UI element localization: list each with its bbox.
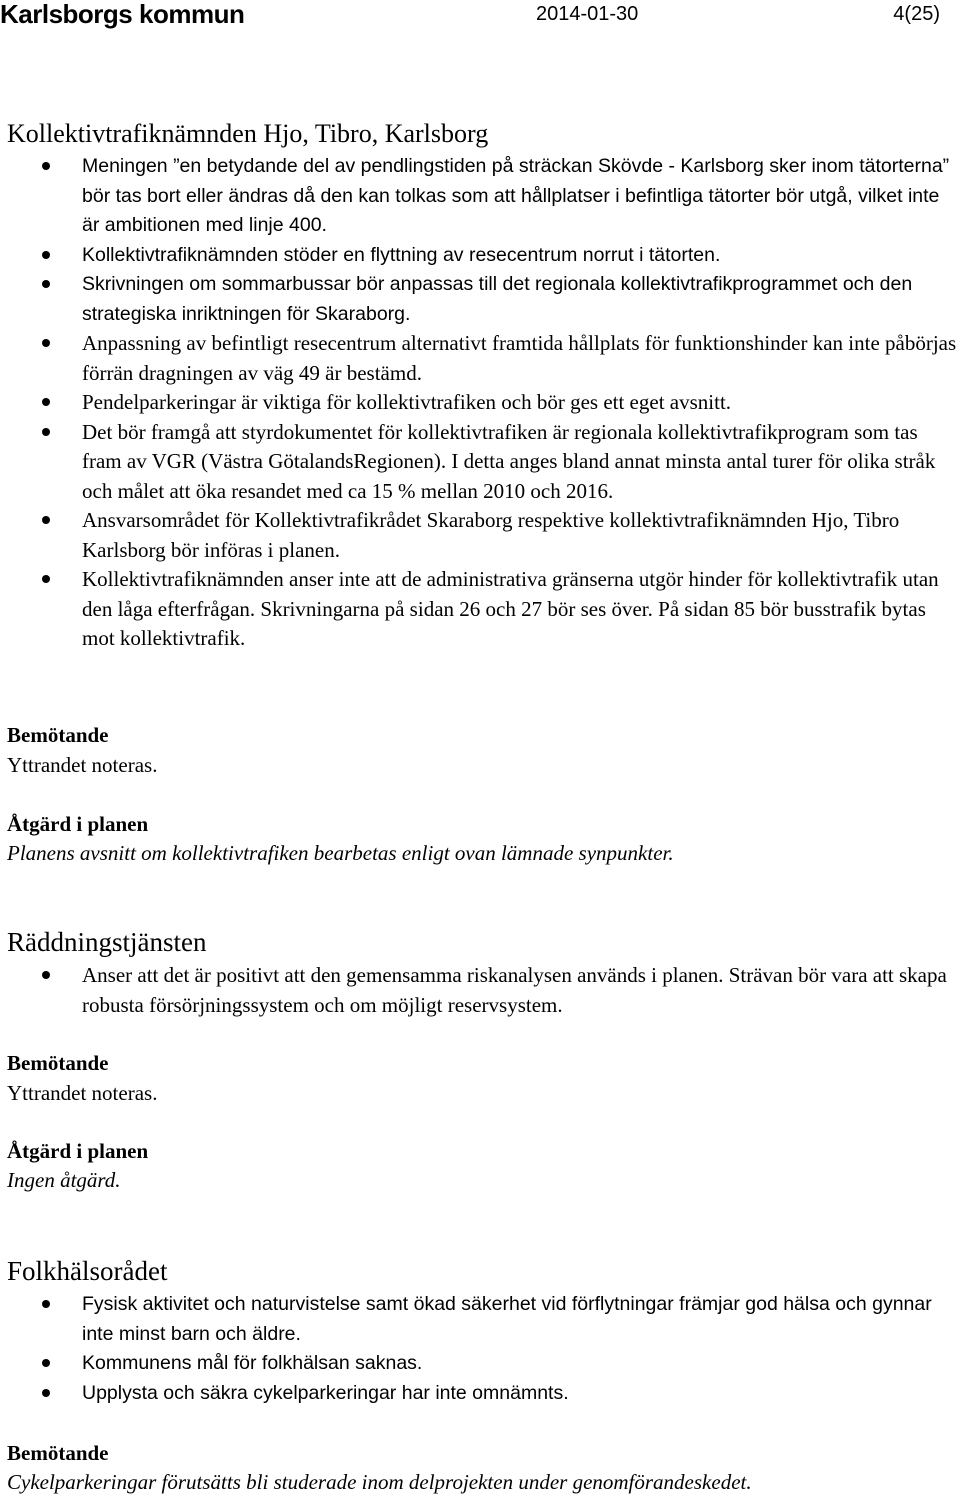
response-text: Cykelparkeringar förutsätts bli studerade inom delprojekten under genomförandeskedet. xyxy=(7,1470,752,1494)
list-item: Fysisk aktivitet och naturvistelse samt ökad säkerhet vid förflytningar främjar god hälsa och gynnar inte minst barn och äldre. xyxy=(0,1290,960,1349)
section-bullet-list xyxy=(0,1290,960,1408)
response-label: Bemötande xyxy=(7,723,109,747)
section-title: Kollektivtrafiknämnden Hjo, Tibro, Karlsborg xyxy=(7,119,489,148)
list-item: Pendelparkeringar är viktiga för kollektivtrafiken och bör ges ett eget avsnitt. xyxy=(0,388,960,418)
list-item: Skrivningen om sommarbussar bör anpassas till det regionala kollektivtrafikprogrammet och den strategiska inriktningen för Skaraborg. xyxy=(0,270,960,329)
list-item: Meningen ”en betydande del av pendlingstiden på sträckan Skövde - Karlsborg sker inom tätorterna” bör tas bort eller ändras då den kan tolkas som att hållplatser i befintliga tätorter bör utgå, vilket inte är ambitionen med linje 400. xyxy=(0,152,960,241)
list-item: Det bör framgå att styrdokumentet för kollektivtrafiken är regionala kollektivtrafikprogram som tas fram av VGR (Västra GötalandsRegionen). I detta anges bland annat minsta antal turer för olika stråk och målet att öka resandet med ca 15 % mellan 2010 och 2016. xyxy=(0,418,960,507)
section-title: Folkhälsorådet xyxy=(7,1256,168,1286)
response-label: Bemötande xyxy=(7,1441,109,1465)
list-item: Kollektivtrafiknämnden anser inte att de administrativa gränserna utgör hinder för kollektivtrafik utan den låga efterfrågan. Skrivningarna på sidan 26 och 27 bör ses över. På sidan 85 bör busstrafik bytas mot kollektivtrafik. xyxy=(0,565,960,654)
header-date: 2014-01-30 xyxy=(536,3,639,25)
action-text: Ingen åtgärd. xyxy=(7,1168,121,1192)
action-text: Planens avsnitt om kollektivtrafiken bearbetas enligt ovan lämnade synpunkter. xyxy=(7,841,674,865)
response-label: Bemötande xyxy=(7,1051,109,1075)
municipality-logo: Karlsborgs kommun xyxy=(0,0,245,29)
response-text: Yttrandet noteras. xyxy=(7,753,158,777)
action-label: Åtgärd i planen xyxy=(7,812,149,836)
section-bullet-list xyxy=(0,152,960,654)
section-bullet-list xyxy=(0,961,960,1020)
response-text: Yttrandet noteras. xyxy=(7,1081,158,1105)
section-title: Räddningstjänsten xyxy=(7,927,207,957)
list-item: Upplysta och säkra cykelparkeringar har inte omnämnts. xyxy=(0,1379,960,1409)
list-item: Ansvarsområdet för Kollektivtrafikrådet Skaraborg respektive kollektivtrafiknämnden Hjo, Tibro Karlsborg bör införas i planen. xyxy=(0,506,960,565)
list-item: Kollektivtrafiknämnden stöder en flyttning av resecentrum norrut i tätorten. xyxy=(0,241,960,271)
action-label: Åtgärd i planen xyxy=(7,1139,149,1163)
list-item: Anser att det är positivt att den gemensamma riskanalysen används i planen. Strävan bör vara att skapa robusta försörjningssystem och om möjligt reservsystem. xyxy=(0,961,960,1020)
page-header xyxy=(0,0,960,30)
list-item: Kommunens mål för folkhälsan saknas. xyxy=(0,1349,960,1379)
list-item: Anpassning av befintligt resecentrum alternativt framtida hållplats för funktionshinder kan inte påbörjas förrän dragningen av väg 49 är bestämd. xyxy=(0,329,960,388)
header-page-number: 4(25) xyxy=(893,3,940,25)
